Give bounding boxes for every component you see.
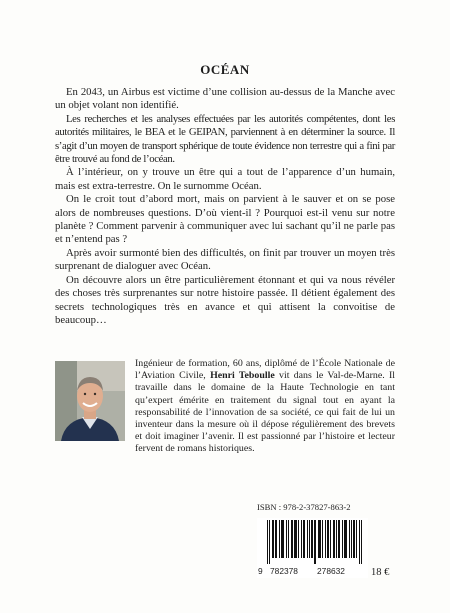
author-portrait-icon	[55, 361, 125, 441]
author-bio-text: Ingénieur de formation, 60 ans, diplômé de l’École Nationale de l’Aviation Civile,	[135, 358, 395, 382]
book-title: OCÉAN	[200, 62, 250, 77]
barcode-bar	[334, 520, 335, 558]
author-name: Henri Teboulle	[210, 370, 275, 382]
barcode-bar	[296, 520, 297, 558]
barcode-bar	[322, 520, 323, 558]
barcode-bar	[325, 520, 326, 558]
author-bio	[135, 358, 395, 456]
barcode-bar	[318, 520, 319, 558]
barcode-bar	[295, 520, 296, 558]
barcode	[257, 518, 368, 578]
barcode-bar	[279, 520, 280, 558]
barcode-bar	[283, 520, 284, 558]
barcode-bar	[272, 520, 273, 558]
barcode-bar	[328, 520, 329, 558]
isbn: ISBN : 978-2-37827-863-2	[257, 502, 351, 512]
synopsis-paragraph: On le croit tout d’abord mort, mais on parvient à le sauver et on se pose alors de nombreuses questions. D’où vient-il ? Pourquoi est-il venu sur notre planète ? Comment parvenir à communiquer avec lui sachant qu’il ne parle pas et n’entend pas ?	[55, 193, 395, 246]
synopsis-paragraph: En 2043, un Airbus est victime d’une collision au-dessus de la Manche avec un objet volant non identifié.	[55, 86, 395, 112]
synopsis-paragraph: À l’intérieur, on y trouve un être qui a tout de l’apparence d’un humain, mais est extra-terrestre. On le surnomme Océan.	[55, 166, 395, 192]
barcode-bar	[356, 520, 357, 558]
barcode-bar	[339, 520, 340, 558]
author-bio-text: vit dans le Val-de-Marne. Il travaille dans le domaine de la Haute Technologie en tant qu’expert émérite en traitement du signal tout en ayant la responsabilité de l’innovation de sa société, ce qui fait de lui un inventeur dans la mesure où il dépose régulièrement des brevets et doit imaginer l’avenir. Il est passionné par l’histoire et lecteur fervent de romans historiques.	[135, 370, 395, 455]
barcode-bar	[342, 520, 343, 558]
barcode-bar	[330, 520, 331, 558]
barcode-bar	[269, 520, 270, 564]
barcode-bar	[344, 520, 345, 558]
barcode-bar	[314, 520, 315, 564]
barcode-bar	[301, 520, 302, 558]
barcode-digits-left: 782378	[270, 566, 298, 576]
barcode-bar	[312, 520, 313, 558]
synopsis-paragraph: Après avoir surmonté bien des difficultés, on finit par trouver un moyen très surprenant de dialoguer avec Océan.	[55, 246, 395, 273]
barcode-bar	[275, 520, 276, 558]
barcode-bar	[361, 520, 362, 564]
barcode-bar	[291, 520, 292, 558]
barcode-bar	[286, 520, 287, 558]
barcode-bar	[267, 520, 268, 564]
synopsis-paragraph: On découvre alors un être particulièrement étonnant et qui va nous révéler des choses très surprenantes sur notre histoire passée. Il détient également des secrets technologiques très en avance et qui attisent la convoitise de beaucoup…	[55, 273, 395, 326]
barcode-bar	[304, 520, 305, 558]
barcode-digit-first: 9	[258, 566, 263, 576]
synopsis-paragraph: Les recherches et les analyses effectuées par les autorités compétentes, dont les autorités militaires, le BEA et le GEIPAN, parviennent à en déterminer la source. Il s’agit d’un moyen de transport sphérique de toute évidence non terrestre qui a fini par être trouvé au fond de l’océan.	[55, 112, 395, 166]
barcode-bar	[338, 520, 339, 558]
barcode-bar	[282, 520, 283, 558]
barcode-bar	[345, 520, 346, 558]
barcode-bar	[303, 520, 304, 558]
barcode-bar	[276, 520, 277, 558]
barcode-bar	[333, 520, 334, 558]
barcode-digits-right: 278632	[317, 566, 345, 576]
barcode-bar	[315, 520, 316, 564]
barcode-bar	[298, 520, 299, 558]
barcode-bar	[336, 520, 337, 558]
barcode-bar	[353, 520, 354, 558]
barcode-bar	[307, 520, 308, 558]
barcode-bar	[319, 520, 320, 558]
barcode-bar	[351, 520, 352, 558]
barcode-digits	[257, 564, 368, 578]
barcode-bars	[257, 518, 368, 566]
barcode-bar	[281, 520, 282, 558]
price: 18 €	[371, 567, 390, 578]
barcode-bar	[309, 520, 310, 558]
barcode-bar	[292, 520, 293, 558]
barcode-bar	[359, 520, 360, 564]
barcode-bar	[346, 520, 347, 558]
barcode-bar	[288, 520, 289, 558]
barcode-bar	[294, 520, 295, 558]
barcode-bar	[354, 520, 355, 558]
synopsis	[55, 86, 395, 327]
barcode-bar	[327, 520, 328, 558]
barcode-bar	[320, 520, 321, 558]
barcode-bar	[349, 520, 350, 558]
barcode-bar	[273, 520, 274, 558]
author-photo	[55, 361, 125, 441]
barcode-bar	[311, 520, 312, 558]
